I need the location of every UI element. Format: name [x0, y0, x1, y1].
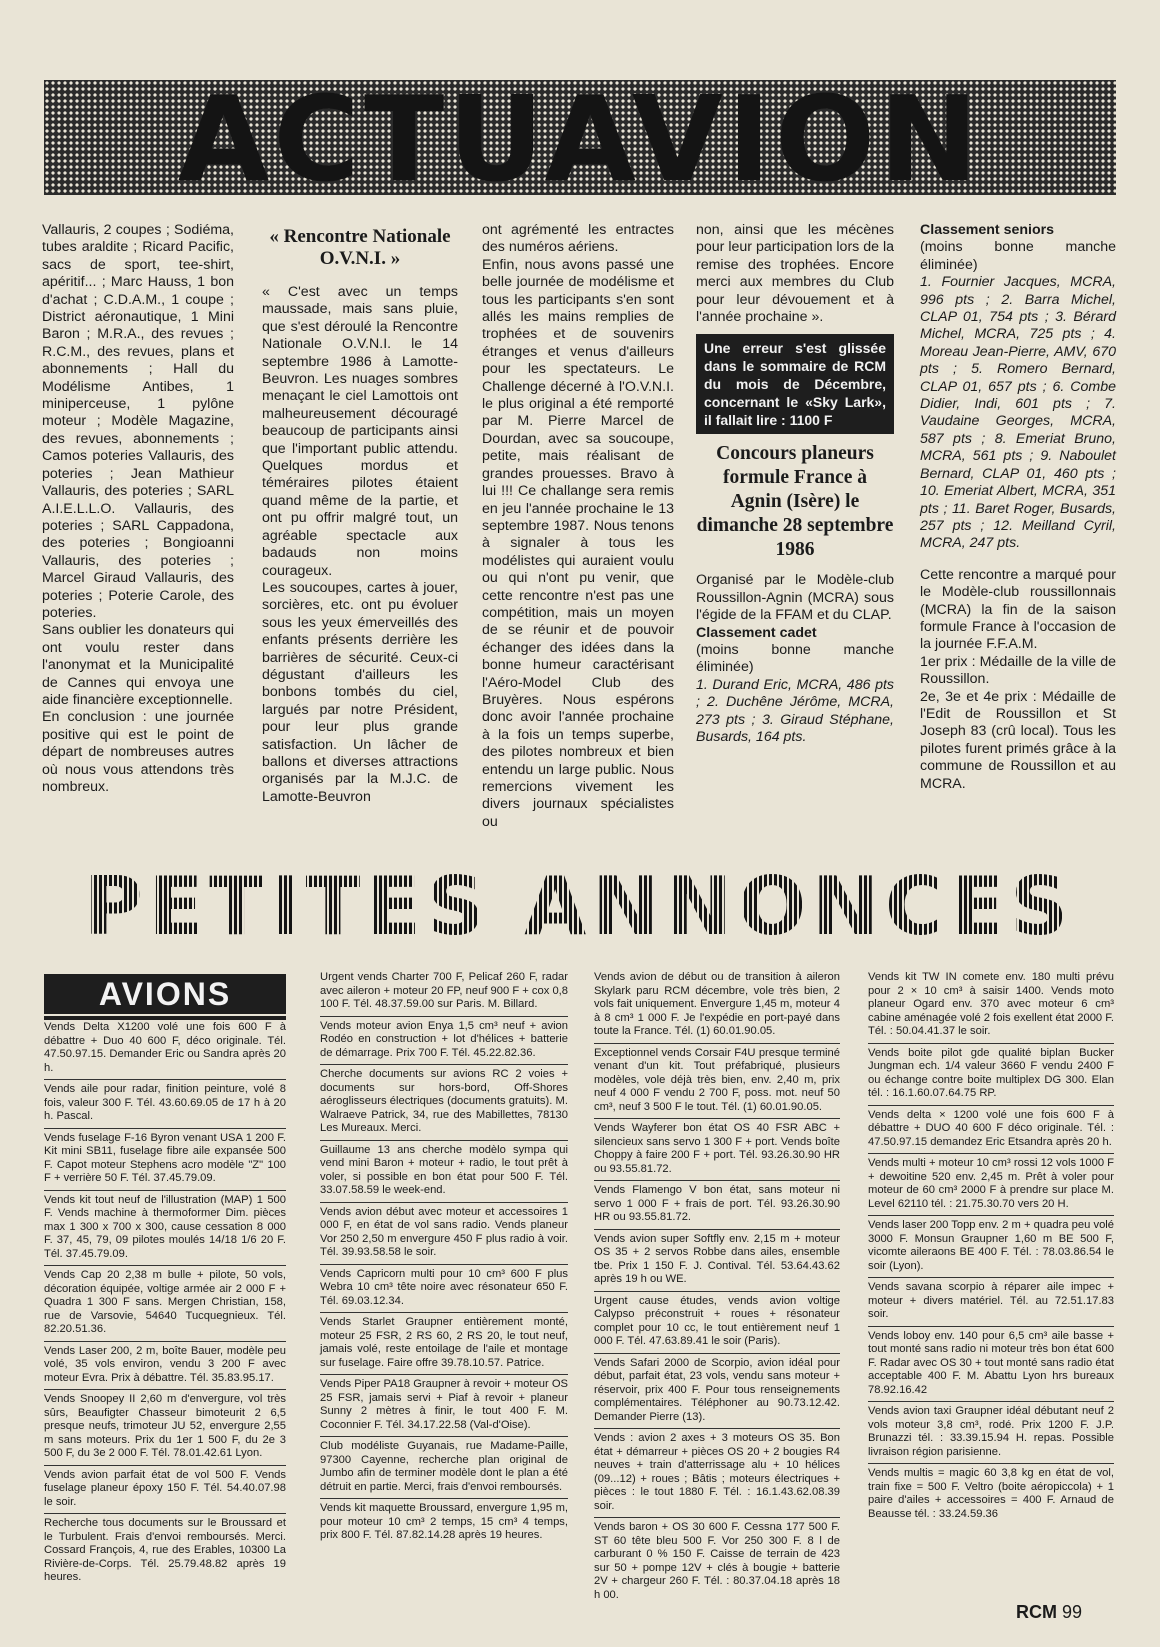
classified-ad: Vends Wayferer bon état OS 40 FSR ABC + silencieux sans servo 1 300 F + port. Vends boîte Choppy à faire 200 F + port. Tél. 93.26.30.90 HR ou 93.55.81.72. [594, 1119, 840, 1181]
avions-section-label: AVIONS [44, 974, 286, 1014]
classified-ad: Vends kit tout neuf de l'illustration (MAP) 1 500 F. Vends machine à thermoformer Dim. pièces max 1 300 x 700 x 300, cause cessation 8 000 F. 37, 45, 79, 09 pilotes moulés 14/18 1/6 20 F. Tél. 37.45.79.09. [44, 1191, 286, 1267]
classified-ad: Vends baron + OS 30 600 F. Cessna 177 500 F. ST 60 tête bleu 500 F. Vor 250 300 F. 8 l de carburant 0 % 150 F. Caisse de terrain de 423 sur 50 + pompe 12V + clés à bougie + batterie 2V + chargeur 260 F. Tél. : 80.37.04.18 après 18 h 00. [594, 1521, 840, 1601]
paragraph: Cette rencontre a marqué pour le Modèle-club roussillonnais (MCRA) la fin de la saison formule France à l'occasion de la journée F.F.A.M. [920, 566, 1116, 653]
classified-ad: Cherche documents sur avions RC 2 voies + documents sur hors-bord, Off-Shores aéroglisseurs électriques (documents gratuits). M. Walraeve Patrick, 34, rue des Mabillettes, 78130 Les Mureaux. Merci. [320, 1065, 568, 1141]
classified-ad: Vends loboy env. 140 pour 6,5 cm³ aile basse + tout monté sans radio ni moteur très bon état 600 F. Radar avec OS 30 + tout monté sans radio état acceptable 400 F. M. Abattu Lyon hrs bureaux 78.92.16.42 [868, 1327, 1114, 1403]
ads-column-1 [44, 1018, 286, 1589]
seniors-list: 1. Fournier Jacques, MCRA, 996 pts ; 2. Barra Michel, CLAP 01, 754 pts ; 3. Bérard Michel, MCRA, 725 pts ; 4. Moreau Jean-Pierre, AMV, 670 pts ; 5. Romero Bernard, CLAP 01, 657 pts ; 6. Combe Didier, Indi, 601 pts ; 7. Vaudaine Georges, MCRA, 587 pts ; 8. Emeriat Bruno, MCRA, 561 pts ; 9. Naboulet Bernard, CLAP 01, 460 pts ; 10. Emeriat Albert, MCRA, 351 pts ; 11. Baret Roger, Busards, 257 pts ; 12. Meilland Cyril, MCRA, 247 pts. [920, 274, 1116, 552]
cadet-heading: Classement cadet [696, 624, 817, 641]
classified-ad: Vends avion début avec moteur et accessoires 1 000 F, en état de vol sans radio. Vends planeur Vor 250 2,50 m envergure 450 F plus radio à voir. Tél. 39.93.58.58 le soir. [320, 1203, 568, 1265]
article-column-4 [696, 222, 894, 747]
classified-ad: Vends aile pour radar, finition peinture, volé 8 fois, valeur 300 F. Tél. 43.60.69.05 de 17 h à 20 h. Pascal. [44, 1080, 286, 1129]
classified-ad: Vends avion super Softfly env. 2,15 m + moteur OS 35 + 2 servos Robbe dans ailes, ensemble tbe. Prix 1 150 F. J. Contival. Tél. 53.64.43.62 après 19 h ou WE. [594, 1230, 840, 1292]
classified-ad: Vends Laser 200, 2 m, boîte Bauer, modèle peu volé, 35 vols environ, vendu 3 200 F avec moteur Evra. Prix à débattre. Tél. 35.83.95.17. [44, 1342, 286, 1391]
article-column-5 [920, 222, 1116, 793]
ads-column-3 [594, 968, 840, 1606]
classified-ad: Vends multi + moteur 10 cm³ rossi 12 vols 1000 F + dewoitine 520 env. 2,45 m. Prêt à voler pour moteur de 60 cm³ 2000 F à prendre sur place M. Level 62110 tél. : 21.75.30.70 vers 20 H. [868, 1154, 1114, 1216]
classified-ad: Vends Capricorn multi pour 10 cm³ 600 F plus Webra 10 cm³ tête noire avec résonateur 650 F. Tél. 69.03.12.34. [320, 1265, 568, 1314]
paragraph: non, ainsi que les mécènes pour leur participation lors de la remise des trophées. Encore merci aux membres du Club pour leur dévouement et à l'année prochaine ». [696, 222, 894, 326]
classified-ad: Exceptionnel vends Corsair F4U presque terminé venant d'un kit. Tout préfabriqué, plusieurs modèles, vole déjà très bien, env. 2,40 m, prix neuf 4 000 F vendu 2 700 F, poss. mot. neuf 50 cm³, neuf 3 500 F le tout. Tél. (1) 60.01.90.05. [594, 1044, 840, 1120]
classified-ad: Vends Delta X1200 volé une fois 600 F à débattre + Duo 40 600 F, déco originale. Tél. 47.50.97.15. Demander Eric ou Sandra après 20 h. [44, 1018, 286, 1080]
classified-ad: Vends : avion 2 axes + 3 moteurs OS 35. Bon état + démarreur + pièces OS 20 + 2 bougies R4 neuves + train d'atterrissage alu + 10 hélices (09...12) + roues ; Bâtis ; moteurs électriques + pièces : le tout 1880 F. Tél. : 16.1.43.62.08.39 soir. [594, 1429, 840, 1518]
page-footer [1016, 1602, 1082, 1623]
ads-column-2 [320, 968, 568, 1547]
concours-heading: Concours planeurs formule France à Agnin (Isère) le dimanche 28 septembre 1986 [696, 443, 894, 561]
classified-ad: Vends avion taxi Graupner idéal débutant neuf 2 vols moteur 3,8 cm³, rodé. Prix 1200 F. J.P. Brunazzi tél. : 33.39.15.94 H. repas. Possible livraison région parisienne. [868, 1402, 1114, 1464]
paragraph: Vallauris, 2 coupes ; Sodiéma, tubes araldite ; Ricard Pacific, sacs de sport, tee-shirt, apéritif... ; Marc Hauss, 1 bon d'achat ; C.D.A.M., 1 coupe ; District aéronautique, 1 Mini Baron ; M.R.A., des revues ; R.C.M., des revues, plans et abonnements ; Hall du Modélisme Antibes, 1 miniperceuse, 1 pylône moteur ; Modèle Magazine, des revues, abonnements ; Camos poteries Vallauris, des poteries ; Jean Mathieur Vallauris, des poteries ; SARL A.I.E.L.L.O. Vallauris, des poteries ; SARL Cappadona, des poteries ; Bongioanni Vallauris, des poteries ; Marcel Giraud Vallauris, des poteries ; Poterie Carole, des poteries. [42, 222, 234, 621]
classified-ad: Guillaume 13 ans cherche modèlo sympa qui vend mini Baron + moteur + radio, le tout prêt à voler, si possible en bon état pour 500 F. Tél. 33.07.58.59 le week-end. [320, 1141, 568, 1203]
classified-ad: Urgent vends Charter 700 F, Pelicaf 260 F, radar avec aileron + moteur 20 FP, neuf 900 F + cox 0,8 100 F. Tél. 48.37.59.00 sur Paris. M. Billard. [320, 968, 568, 1017]
paragraph: « C'est avec un temps maussade, mais sans pluie, que s'est déroulé la Rencontre Nationale O.V.N.I. le 14 septembre 1986 à Lamotte-Beuvron. Les nuages sombres menaçant le ciel Lamottois ont malheureusement découragé beaucoup de participants ainsi que l'important public attendu. Quelques mordus et téméraires pilotes étaient quand même de la partie, et ont pu offrir malgré tout, un agréable spectacle aux badauds non moins courageux. [262, 284, 458, 579]
classified-ad: Club modéliste Guyanais, rue Madame-Paille, 97300 Cayenne, recherche plan original de Jumbo afin de terminer modèle dont le plan a été détruit en partie. Merci, frais d'envoi remboursés. [320, 1437, 568, 1499]
classified-ad: Vends Snoopey II 2,60 m d'envergure, vol très sûrs, Beaufigter Chasseur bimoteurit 2 6,5 presque neufs, trimoteur JU 52, envergure 2,55 m sans moteurs. Prix du 1er 1 500 F, du 2e 3 500 F, du 3e 2 000 F. Tél. 78.01.42.61 Lyon. [44, 1390, 286, 1466]
classified-ad: Vends savana scorpio à réparer aile impec + moteur + divers matériel. Tél. au 72.51.17.83 soir. [868, 1278, 1114, 1327]
magazine-name: RCM [1015, 1602, 1057, 1622]
page-number: 99 [1061, 1602, 1082, 1622]
classified-ad: Vends Starlet Graupner entièrement monté, moteur 25 FSR, 2 RS 60, 2 RS 20, le tout neuf, jamais volé, reste entoilage de l'aile et montage sur fuselage. Faire offre 39.78.10.57. Patrice. [320, 1313, 568, 1375]
classified-ad: Vends kit maquette Broussard, envergure 1,95 m, pour moteur 10 cm³ 2 temps, 15 cm³ 4 temps, prix 800 F. Tél. 87.82.14.28 après 19 heures. [320, 1502, 568, 1541]
classified-ad: Vends Cap 20 2,38 m bulle + pilote, 50 vols, décoration équipée, voltige armée air 2 000 F + Quadra 1 300 F sans. Mergen Christian, 158, rue de Varsovie, 54640 Tucquegnieux. Tél. 82.20.51.36. [44, 1266, 286, 1342]
paragraph: Enfin, nous avons passé une belle journée de modélisme et tous les participants s'en sont allés les mains remplies de trophées et de souvenirs étranges et venus d'ailleurs pour les spectateurs. Le Challenge décerné à l'O.V.N.I. le plus original a été remporté par M. Pierre Marcel de Dourdan, avec sa soucoupe, petite, mais réalisant de grandes prouesses. Bravo à lui !!! Ce challange sera remis en jeu l'année prochaine le 13 septembre 1987. Nous tenons à signaler à tous les modélistes qui auraient voulu ou qui n'ont pu venir, que cette rencontre n'est pas une compétition, mais un moyen de se réunir et de pouvoir échanger des idées dans la bonne humeur caractérisant l'Aéro-Model Club des Bruyères. Nous espérons donc avoir l'année prochaine à la fois un temps superbe, des pilotes nombreux et bien entendu un large public. Nous remercions vivement les divers journaux spécialistes ou [482, 256, 674, 830]
erratum-box: Une erreur s'est glissée dans le sommaire de RCM du mois de Décembre, concernant le «Sky Lark», il fallait lire : 1100 F [696, 334, 894, 434]
cadet-subtitle: (moins bonne manche éliminée) [696, 642, 894, 676]
classified-ad: Vends delta × 1200 volé une fois 600 F à débattre + DUO 40 600 F déco originale. Tél. : 47.50.97.15 demandez Eric Etsandra après 20 h. [868, 1106, 1114, 1155]
classified-ad: Recherche tous documents sur le Broussard et le Turbulent. Frais d'envoi remboursés. Merci. Cossard François, 4, rue des Erables, 10300 La Rivière-de-Corps. Tél. 25.79.48.82 après 19 heures. [44, 1517, 286, 1583]
paragraph: ont agrémenté les entractes des numéros aériens. [482, 222, 674, 256]
classified-ad: Vends laser 200 Topp env. 2 m + quadra peu volé 3000 F. Monsun Graupner 1,60 m BE 500 F, vicomte aileraons BE 400 F. Tél. : 78.03.86.54 le soir (Lyon). [868, 1216, 1114, 1278]
classified-ad: Vends Safari 2000 de Scorpio, avion idéal pour début, parfait état, 23 vols, vendu sans moteur + réservoir, prix 400 F. Pour tous renseignements complémentaires. Téléphoner au 90.73.12.42. Demander Pierre (13). [594, 1354, 840, 1430]
ovni-heading: « Rencontre Nationale O.V.N.I. » [269, 226, 451, 269]
article-column-3 [482, 222, 674, 831]
banner-title: ACTUAVION [177, 70, 983, 208]
paragraph: Organisé par le Modèle-club Roussillon-Agnin (MCRA) sous l'égide de la FFAM et du CLAP. [696, 572, 894, 624]
petites-annonces-banner [44, 860, 1114, 953]
paragraph: Sans oublier les donateurs qui ont voulu rester dans l'anonymat et la Municipalité de Cannes qui envoya une aide financière exceptionnelle. [42, 622, 234, 708]
actuavion-banner [44, 70, 1116, 208]
classified-ad: Vends avion parfait état de vol 500 F. Vends fuselage planeur époxy 150 F. Tél. 54.40.07.98 le soir. [44, 1466, 286, 1515]
cadet-list: 1. Durand Eric, MCRA, 486 pts ; 2. Duchêne Jérôme, MCRA, 273 pts ; 3. Giraud Stéphane, Busards, 164 pts. [696, 676, 894, 746]
classified-ad: Vends avion de début ou de transition à aileron Skylark paru RCM décembre, vole très bien, 2 vols fait uniquement. Envergure 1,45 m, moteur 4 à 8 cm³ 1 000 F. Je l'expédie en port-payé dans toute la France. Tél. (1) 60.01.90.05. [594, 968, 840, 1044]
paragraph: 2e, 3e et 4e prix : Médaille de l'Edit de Roussillon et St Joseph 83 (crû local). Tous les pilotes furent primés grâce à la commune de Roussillon et au MCRA. [920, 688, 1116, 792]
paragraph: 1er prix : Médaille de la ville de Roussillon. [920, 653, 1116, 688]
classified-ad: Vends Piper PA18 Graupner à revoir + moteur OS 25 FSR, jamais servi + Piaf à revoir + planeur Sunny 2 mètres à finir, le tout 400 F. M. Coconnier F. Tél. 34.17.22.58 (Val-d'Oise). [320, 1375, 568, 1437]
classified-ad: Vends multis = magic 60 3,8 kg en état de vol, train fixe = 500 F. Veltro (boite aéropiccola) + 1 paire d'ailes + accessoires = 400 F. Arnaud de Beausse tél. : 33.24.59.36 [868, 1467, 1114, 1520]
paragraph: Les soucoupes, cartes à jouer, sorcières, etc. ont pu évoluer sous les yeux émerveillés des enfants présents derrière les barrières de sécurité. Ceux-ci dégustant d'ailleurs les bonbons tombés du ciel, largués par notre Président, pour leur plus grande satisfaction. Un lâcher de ballons et diverses attractions organisés par la M.J.C. de Lamotte-Beuvron [262, 579, 458, 805]
classified-ad: Urgent cause études, vends avion voltige Calypso préconstruit + roues + résonateur complet pour 10 cc, le tout entièrement neuf 1 000 F. Tél. 47.63.89.41 le soir (Paris). [594, 1292, 840, 1354]
classified-ad: Vends Flamengo V bon état, sans moteur ni servo 1 000 F + frais de port. Tél. 93.26.30.90 HR ou 93.55.81.72. [594, 1181, 840, 1230]
paragraph: En conclusion : une journée positive qui est le point de départ de nombreuses autres où nous vous attendons très nombreux. [42, 709, 234, 795]
classified-ad: Vends fuselage F-16 Byron venant USA 1 200 F. Kit mini SB11, fuselage fibre aile expansée 500 F. Capot moteur Stephens acro modèle "Z" 100 F + verrière 50 F. Tél. 37.45.79.09. [44, 1129, 286, 1191]
classified-ad: Vends kit TW IN comete env. 180 multi prévu pour 2 × 10 cm³ à saisir 1400. Vends moto planeur Ogard env. 370 avec moteur 6 cm³ cabine aménagée volé 2 fois exellent état 2000 F. Tél. : 50.04.41.37 le soir. [868, 968, 1114, 1044]
classified-ad: Vends moteur avion Enya 1,5 cm³ neuf + avion Rodéo en construction + lot d'hélices + batterie de démarrage. Prix 700 F. Tél. 45.22.82.36. [320, 1017, 568, 1066]
ads-column-4 [868, 968, 1114, 1525]
classified-ad: Vends boite pilot gde qualité biplan Bucker Jungman ech. 1/4 valeur 3660 F vendu 2400 F ou échange contre boite multiplex DG 300. Elan tél. : 16.1.60.07.64.75 RP. [868, 1044, 1114, 1106]
petites-annonces-title: PETITES ANNONCES [44, 868, 1114, 946]
article-column-2 [262, 222, 458, 806]
seniors-heading: Classement seniors [920, 222, 1055, 238]
article-column-1 [42, 222, 234, 796]
seniors-subtitle: (moins bonne manche éliminée) [920, 239, 1116, 273]
